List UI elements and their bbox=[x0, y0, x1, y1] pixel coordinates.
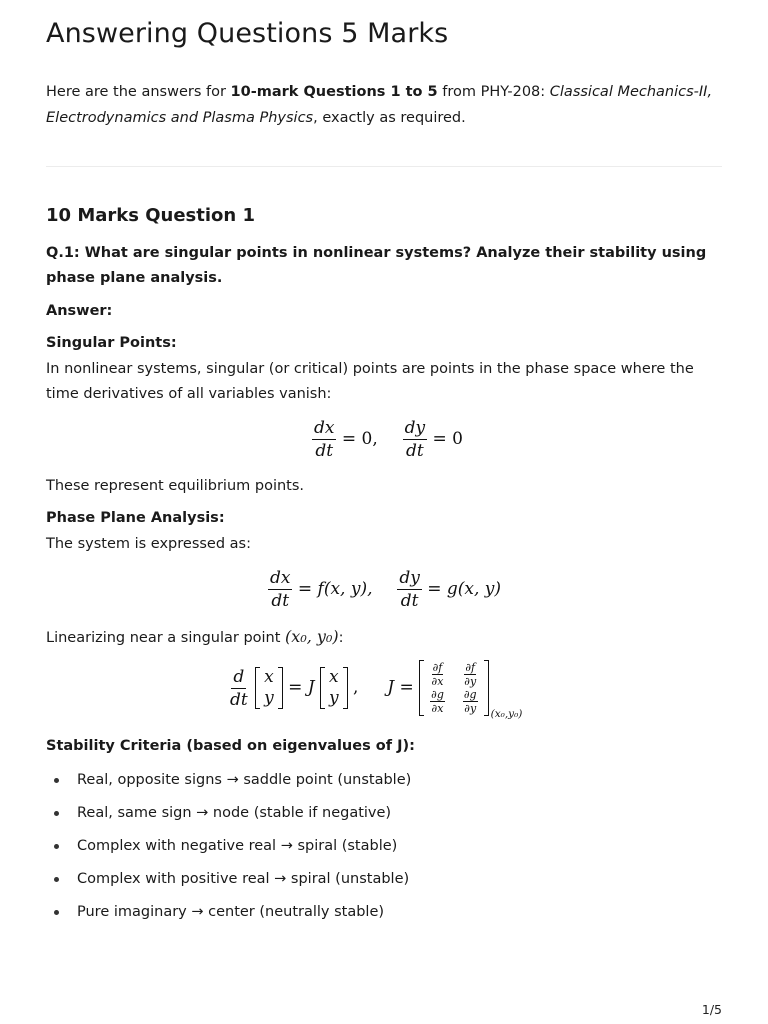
partial-fraction bbox=[463, 662, 478, 687]
jacobian-subscript: (x₀,y₀) bbox=[490, 707, 523, 720]
linearize-label: Linearizing near a singular point bbox=[46, 630, 286, 646]
vector-x: x bbox=[264, 667, 274, 687]
fraction-denominator: dt bbox=[271, 591, 290, 611]
linearize-colon: : bbox=[338, 630, 344, 646]
bracket-right bbox=[343, 667, 348, 709]
stability-criteria-label: Stability Criteria (based on eigenvalues of J): bbox=[46, 738, 415, 754]
fraction-denominator: ∂x bbox=[431, 702, 444, 715]
fraction-numerator: ∂f bbox=[465, 661, 476, 674]
linearize-text bbox=[46, 624, 722, 651]
fraction-numerator: dy bbox=[399, 568, 420, 588]
fraction-denominator: dt bbox=[230, 689, 248, 710]
singular-points-text: In nonlinear systems, singular (or critical) points are points in the phase space where the time derivatives of all variables vanish: bbox=[46, 361, 694, 402]
jacobian-label: J = bbox=[387, 677, 414, 698]
equation-rhs: = g(x, y) bbox=[427, 579, 502, 599]
singular-points-label: Singular Points: bbox=[46, 335, 177, 351]
list-item: Complex with positive real → spiral (unstable) bbox=[46, 865, 722, 898]
list-item: Real, same sign → node (stable if negative) bbox=[46, 799, 722, 832]
fraction-numerator: dx bbox=[314, 418, 335, 438]
intro-suffix: , exactly as required. bbox=[313, 110, 466, 126]
fraction-denominator: ∂y bbox=[464, 675, 477, 688]
fraction-denominator: ∂x bbox=[431, 675, 444, 688]
equation-comma: , bbox=[353, 677, 359, 698]
jacobian-matrix bbox=[419, 660, 488, 716]
vector-column bbox=[260, 667, 278, 709]
jacobian-grid bbox=[424, 662, 483, 714]
equation-system bbox=[268, 569, 501, 610]
bracket-right bbox=[484, 660, 489, 716]
fraction bbox=[228, 668, 250, 709]
equation-rhs: = 0, bbox=[341, 429, 378, 449]
fraction-numerator: ∂f bbox=[432, 661, 443, 674]
fraction bbox=[397, 569, 422, 610]
vector-x: x bbox=[329, 667, 339, 687]
equation-linearization bbox=[228, 660, 523, 720]
state-vector bbox=[320, 667, 348, 709]
equation-rhs: = J bbox=[288, 677, 315, 698]
fraction-denominator: dt bbox=[405, 441, 424, 461]
partial-fraction bbox=[430, 662, 445, 687]
answer-label: Answer: bbox=[46, 303, 113, 319]
fraction-numerator: ∂g bbox=[463, 688, 477, 701]
intro-paragraph bbox=[46, 79, 722, 131]
singular-point-coords: (x₀, y₀) bbox=[285, 627, 339, 646]
fraction-denominator: dt bbox=[400, 591, 419, 611]
vector-column bbox=[325, 667, 343, 709]
list-item: Real, opposite signs → saddle point (unstable) bbox=[46, 766, 722, 799]
question-text: Q.1: What are singular points in nonlinear systems? Analyze their stability using phase plane analysis. bbox=[46, 245, 707, 286]
intro-mid: from PHY-208: bbox=[437, 84, 550, 100]
fraction-denominator: dt bbox=[315, 441, 334, 461]
intro-prefix: Here are the answers for bbox=[46, 84, 231, 100]
fraction bbox=[312, 419, 336, 460]
section-heading: 10 Marks Question 1 bbox=[46, 205, 255, 226]
partial-fraction bbox=[463, 689, 478, 714]
intro-italic: Classical Mechanics-II, Electrodynamics and Plasma Physics bbox=[46, 84, 713, 126]
partial-fraction bbox=[430, 689, 445, 714]
fraction-denominator: ∂y bbox=[464, 702, 477, 715]
equation-derivatives-zero bbox=[312, 419, 463, 460]
vector-y: y bbox=[329, 688, 339, 708]
intro-bold: 10-mark Questions 1 to 5 bbox=[230, 84, 438, 100]
list-item: Complex with negative real → spiral (stable) bbox=[46, 832, 722, 865]
fraction bbox=[268, 569, 292, 610]
equation-rhs: = f(x, y), bbox=[297, 579, 373, 599]
fraction-numerator: dx bbox=[270, 568, 291, 588]
stability-criteria-list bbox=[46, 766, 722, 931]
fraction-numerator: dy bbox=[404, 418, 426, 438]
state-vector bbox=[255, 667, 283, 709]
equilibrium-text: These represent equilibrium points. bbox=[46, 478, 305, 494]
fraction-numerator: d bbox=[233, 666, 245, 687]
phase-plane-label: Phase Plane Analysis: bbox=[46, 510, 225, 526]
vector-y: y bbox=[264, 688, 274, 708]
fraction-numerator: ∂g bbox=[431, 688, 444, 701]
page-title: Answering Questions 5 Marks bbox=[46, 18, 449, 49]
equation-rhs: = 0 bbox=[432, 429, 463, 449]
fraction bbox=[403, 419, 428, 460]
page-number: 1/5 bbox=[701, 1002, 722, 1017]
list-item: Pure imaginary → center (neutrally stable) bbox=[46, 898, 722, 931]
phase-plane-text: The system is expressed as: bbox=[46, 536, 251, 552]
section-divider bbox=[46, 166, 722, 167]
bracket-right bbox=[278, 667, 283, 709]
